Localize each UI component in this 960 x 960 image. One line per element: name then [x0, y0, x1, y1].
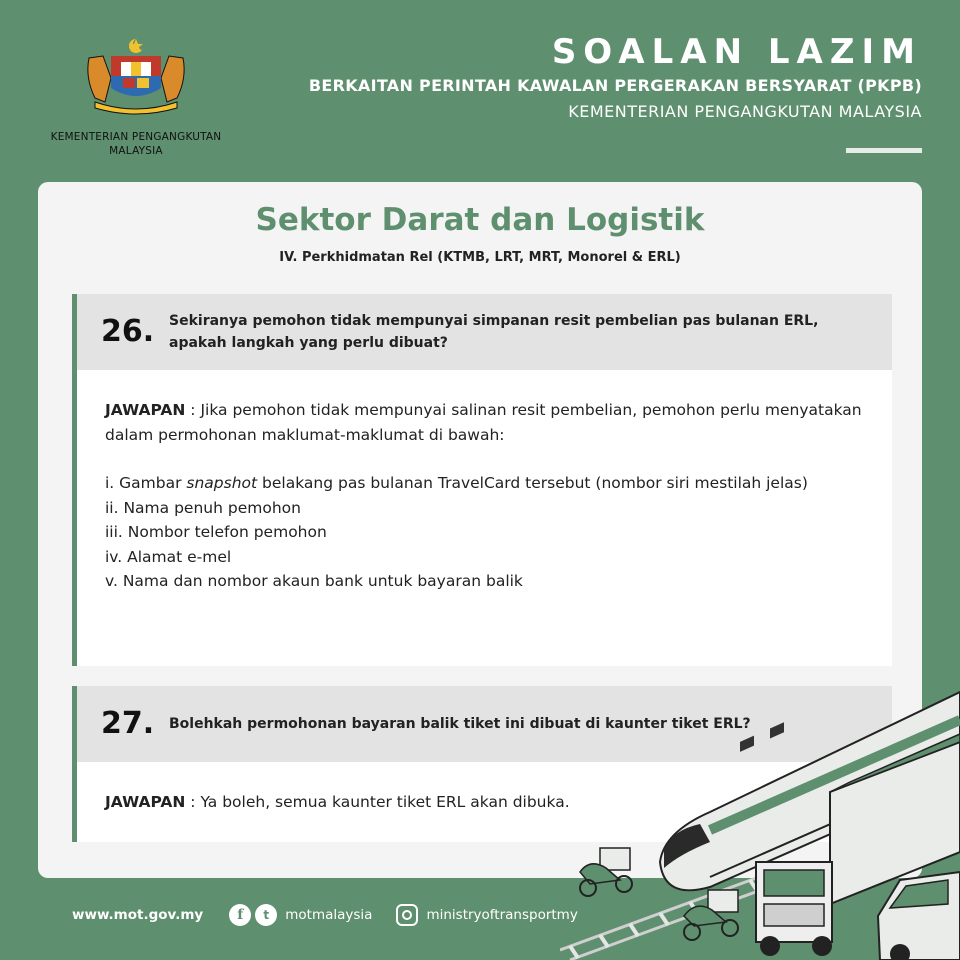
- question-header: [77, 294, 892, 370]
- header: [309, 30, 922, 121]
- question-text: Bolehkah permohonan bayaran balik tiket ini dibuat di kaunter tiket ERL?: [169, 716, 751, 732]
- faq-item-26: [72, 294, 892, 666]
- logo-line2: MALAYSIA: [109, 145, 163, 157]
- ministry-logo: [36, 38, 236, 158]
- answer-label: JAWAPAN: [105, 793, 186, 811]
- answer-body: [77, 370, 892, 666]
- question-text: [169, 310, 818, 354]
- logo-line1: KEMENTERIAN PENGANGKUTAN: [50, 131, 222, 143]
- question-line2: apakah langkah yang perlu dibuat?: [169, 335, 448, 351]
- answer-item-4: iv. Alamat e-mel: [105, 547, 232, 566]
- header-divider: [846, 148, 922, 153]
- header-title: SOALAN LAZIM: [551, 32, 922, 72]
- transport-illustration: [560, 672, 960, 960]
- facebook-icon[interactable]: f: [229, 904, 251, 926]
- social-handle[interactable]: motmalaysia: [285, 907, 373, 923]
- card-title: Sektor Darat dan Logistik: [255, 202, 705, 238]
- instagram-handle[interactable]: ministryoftransportmy: [426, 907, 578, 923]
- card-subtitle: IV. Perkhidmatan Rel (KTMB, LRT, MRT, Monorel & ERL): [279, 250, 681, 265]
- answer-item-5: v. Nama dan nombor akaun bank untuk bayaran balik: [105, 572, 523, 590]
- twitter-icon[interactable]: t: [255, 904, 277, 926]
- answer-content: : Ya boleh, semua kaunter tiket ERL akan dibuka.: [185, 793, 570, 811]
- website-link[interactable]: www.mot.gov.my: [72, 907, 204, 923]
- question-number: 26.: [101, 314, 155, 349]
- answer-label: JAWAPAN: [105, 401, 186, 419]
- coat-of-arms-icon: [81, 38, 191, 116]
- motorcycle-icon: [684, 890, 738, 940]
- footer: [72, 904, 578, 926]
- answer-text: [105, 398, 872, 594]
- answer-item-3: iii. Nombor telefon pemohon: [105, 523, 327, 541]
- logo-text: [36, 130, 236, 158]
- answer-intro: : Jika pemohon tidak mempunyai salinan resit pembelian, pemohon perlu menyatakan dalam permohonan maklumat-maklumat di bawah:: [105, 401, 862, 444]
- header-ministry: KEMENTERIAN PENGANGKUTAN MALAYSIA: [568, 102, 922, 121]
- question-number: 27.: [101, 706, 155, 741]
- question-line1: Sekiranya pemohon tidak mempunyai simpanan resit pembelian pas bulanan ERL,: [169, 313, 819, 329]
- answer-item-2: ii. Nama penuh pemohon: [105, 498, 301, 517]
- instagram-icon[interactable]: [396, 904, 418, 926]
- answer-item-1: i. Gambar snapshot belakang pas bulanan TravelCard tersebut (nombor siri mestilah jelas): [105, 474, 808, 492]
- header-subtitle: BERKAITAN PERINTAH KAWALAN PERGERAKAN BERSYARAT (PKPB): [308, 76, 922, 95]
- car-icon: [878, 872, 960, 960]
- motorcycle-icon: [580, 848, 632, 896]
